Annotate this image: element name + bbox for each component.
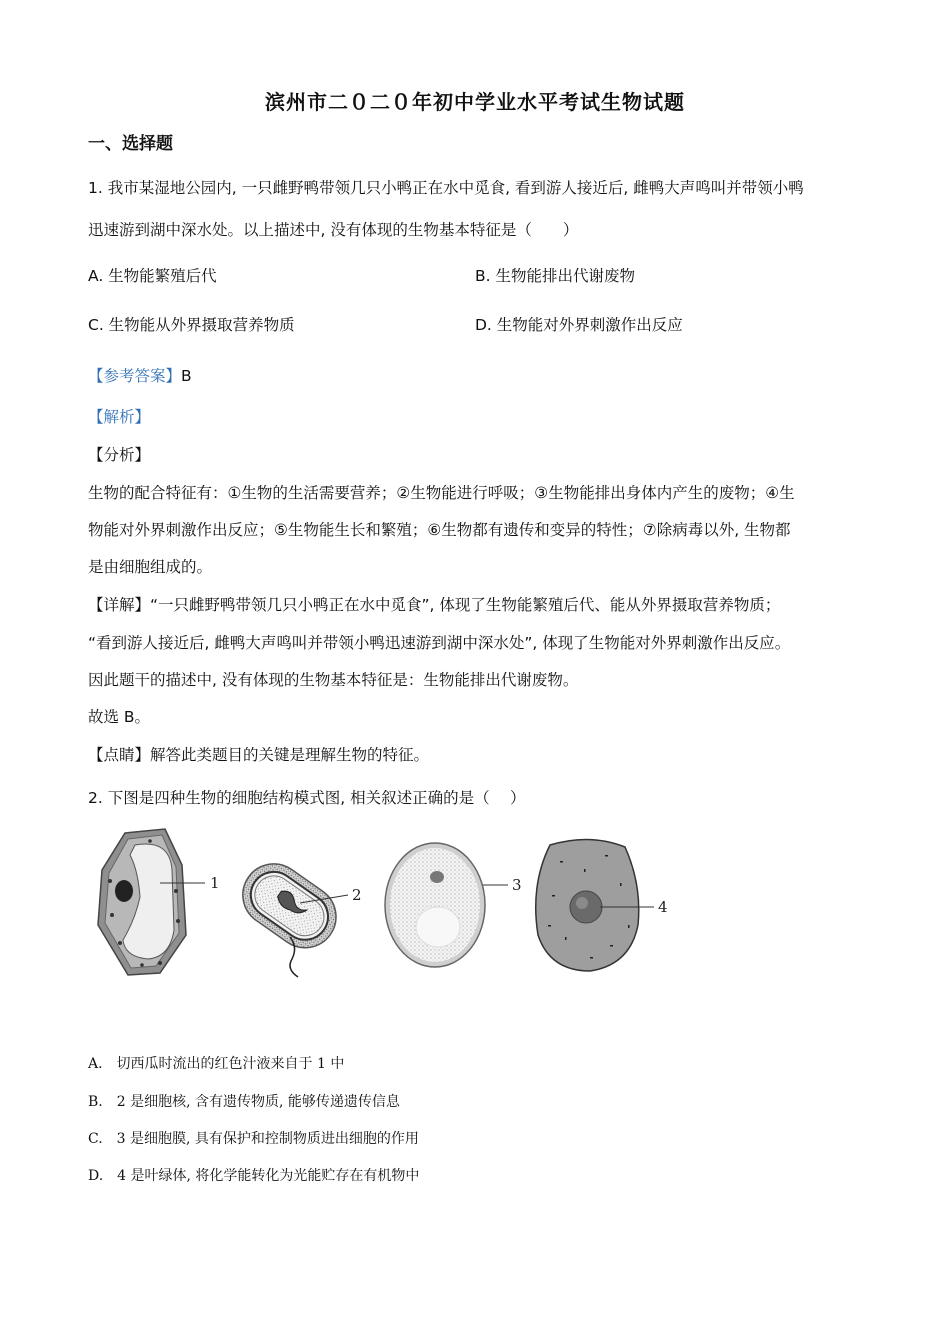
q1-option-b: B. 生物能排出代谢废物 (475, 267, 635, 285)
comment-line: 【点睛】解答此类题目的关键是理解生物的特征。 (88, 746, 430, 764)
figure-label-1: 1 (210, 874, 220, 892)
figure-label-3: 3 (512, 876, 522, 894)
q2-option-b: B. 2 是细胞核, 含有遗传物质, 能够传递遗传信息 (88, 1094, 400, 1110)
fenxi-label: 【分析】 (88, 446, 151, 464)
q1-option-d: D. 生物能对外界刺激作出反应 (475, 316, 683, 334)
section-heading: 一、选择题 (88, 134, 173, 154)
q2-option-a: A. 切西瓜时流出的红色汁液来自于 1 中 (88, 1056, 345, 1072)
q1-option-a: A. 生物能繁殖后代 (88, 267, 217, 285)
q2-stem: 2. 下图是四种生物的细胞结构模式图, 相关叙述正确的是（ ） (88, 789, 526, 807)
detail-line2: “看到游人接近后, 雌鸭大声鸣叫并带领小鸭迅速游到湖中深水处”, 体现了生物能对外界刺激作出反应。 (88, 634, 791, 652)
plant-cell (98, 829, 220, 975)
page-title: 滨州市二０二０年初中学业水平考试生物试题 (265, 90, 685, 114)
detail-line1: 【详解】“一只雌野鸭带领几只小鸭正在水中觅食”, 体现了生物能繁殖后代、能从外界摄取营养物质； (88, 596, 781, 614)
cell-diagram-figure (90, 825, 700, 985)
fenxi-line2: 物能对外界刺激作出反应；⑤生物能生长和繁殖；⑥生物都有遗传和变异的特性；⑦除病毒以外, 生物都 (88, 521, 791, 539)
animal-cell (536, 839, 668, 971)
answer-value: B (181, 367, 192, 385)
choose-line: 故选 B。 (88, 708, 151, 726)
fenxi-line1: 生物的配合特征有：①生物的生活需要营养；②生物能进行呼吸；③生物能排出身体内产生的废物；④生 (88, 484, 795, 502)
q2-option-d: D. 4 是叶绿体, 将化学能转化为光能贮存在有机物中 (88, 1168, 420, 1184)
detail-line3: 因此题干的描述中, 没有体现的生物基本特征是：生物能排出代谢废物。 (88, 671, 579, 689)
q1-option-c: C. 生物能从外界摄取营养物质 (88, 316, 295, 334)
bacterium-cell (231, 852, 362, 977)
q2-option-c: C. 3 是细胞膜, 具有保护和控制物质进出细胞的作用 (88, 1131, 419, 1147)
figure-label-4: 4 (658, 898, 668, 916)
analysis-label: 【解析】 (88, 408, 151, 426)
yeast-cell (385, 843, 522, 967)
q1-stem-line2: 迅速游到湖中深水处。以上描述中, 没有体现的生物基本特征是（ ） (88, 221, 579, 239)
q1-stem-line1: 1. 我市某湿地公园内, 一只雌野鸭带领几只小鸭正在水中觅食, 看到游人接近后, 雌鸭大声鸣叫并带领小鸭 (88, 179, 804, 197)
fenxi-line3: 是由细胞组成的。 (88, 558, 213, 576)
answer-line (88, 364, 192, 386)
figure-label-2: 2 (352, 886, 362, 904)
answer-label: 【参考答案】 (88, 367, 182, 385)
